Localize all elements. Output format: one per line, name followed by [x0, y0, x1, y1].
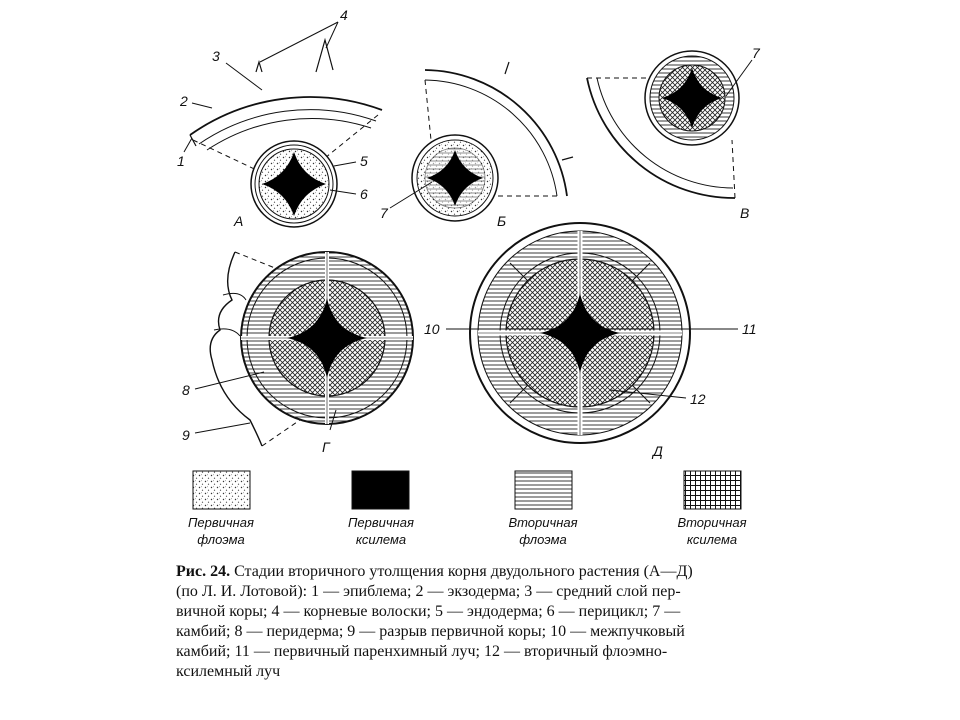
legend-item-primary-xylem [348, 471, 414, 547]
caption-line-1: (по Л. И. Лотовой): 1 — эпиблема; 2 — экзодерма; 3 — средний слой пер- [176, 583, 681, 600]
stage-label-a: А [234, 213, 244, 229]
label-12: 12 [690, 391, 706, 407]
stage-label-b: Б [497, 213, 507, 229]
svg-text:Вторичная: Вторичная [677, 515, 747, 530]
legend [188, 471, 747, 547]
legend-item-secondary-xylem [677, 471, 746, 547]
label-2: 2 [180, 93, 188, 109]
label-7b: 7 [752, 45, 760, 61]
stage-v [587, 51, 749, 221]
figure-caption [176, 562, 776, 682]
label-4: 4 [340, 7, 348, 23]
label-11: 11 [742, 321, 757, 337]
label-3: 3 [212, 48, 220, 64]
label-1: 1 [177, 153, 185, 169]
svg-text:Первичная: Первичная [188, 515, 254, 530]
stage-label-g: Г [322, 439, 330, 455]
stage-label-d: Д [653, 443, 663, 459]
svg-text:Первичная: Первичная [348, 515, 414, 530]
legend-item-secondary-phloem [508, 471, 577, 547]
caption-line-5: ксилемный луч [176, 663, 281, 680]
label-10: 10 [424, 321, 440, 337]
caption-line-2: вичной коры; 4 — корневые волоски; 5 — эндодерма; 6 — перицикл; 7 — [176, 603, 681, 620]
svg-text:Вторичная: Вторичная [508, 515, 578, 530]
svg-text:ксилема: ксилема [686, 532, 738, 547]
label-9: 9 [182, 427, 190, 443]
svg-text:флоэма: флоэма [519, 532, 567, 547]
caption-line-4: камбий; 11 — первичный паренхимный луч; 12 — вторичный флоэмно- [176, 643, 668, 660]
label-5: 5 [360, 153, 368, 169]
label-7: 7 [380, 205, 388, 221]
stage-d [470, 223, 690, 459]
caption-figure-number: Рис. 24. [176, 563, 231, 580]
svg-text:флоэма: флоэма [197, 532, 245, 547]
svg-text:ксилема: ксилема [355, 532, 407, 547]
stage-a [190, 40, 382, 229]
stage-b [412, 62, 573, 229]
label-8: 8 [182, 382, 190, 398]
caption-line-3: камбий; 8 — перидерма; 9 — разрыв первичной коры; 10 — межпучковый [176, 623, 685, 640]
legend-item-primary-phloem [188, 471, 254, 547]
label-6: 6 [360, 186, 368, 202]
stage-label-v: В [740, 205, 750, 221]
caption-line-0: Рис. 24. Стадии вторичного утолщения корня двудольного растения (А—Д) [176, 563, 693, 580]
